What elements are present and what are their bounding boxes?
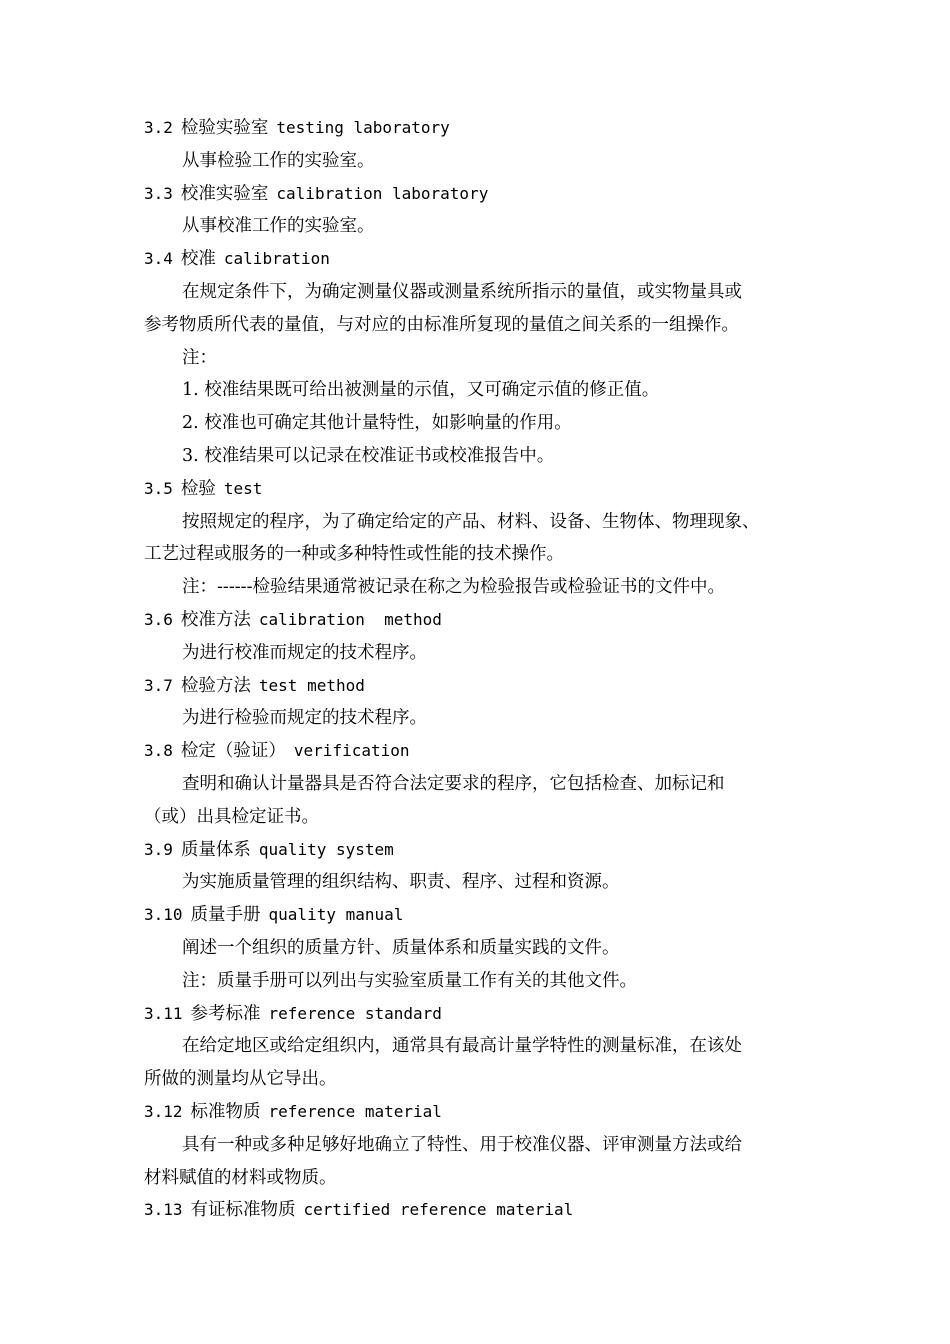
term-number: 3.5 [144, 478, 173, 498]
paragraph-continuation: 所做的测量均从它导出。 [144, 1069, 337, 1090]
term-english: testing laboratory [276, 118, 450, 137]
term-number: 3.2 [144, 118, 173, 137]
term-heading [144, 473, 814, 506]
term-chinese: 检定（验证） [180, 741, 286, 762]
term-chinese: 标准物质 [190, 1101, 261, 1122]
term-chinese: 校准方法 [180, 609, 251, 630]
term-chinese: 质量体系 [180, 839, 251, 860]
term-chinese: 质量手册 [190, 905, 261, 926]
paragraph-line: 注： [182, 347, 217, 368]
paragraph-line: 从事校准工作的实验室。 [182, 216, 375, 237]
paragraph-line: 在规定条件下，为确定测量仪器或测量系统所指示的量值，或实物量具或 [182, 281, 742, 302]
paragraph-line: 为进行校准而规定的技术程序。 [182, 642, 427, 663]
term-english: calibration method [258, 609, 442, 629]
term-chinese: 检验方法 [180, 675, 251, 696]
paragraph-line: 阐述一个组织的质量方针、质量体系和质量实践的文件。 [182, 937, 620, 958]
term-heading [144, 178, 814, 211]
term-number: 3.11 [144, 1003, 183, 1023]
term-chinese: 检验 [180, 478, 216, 499]
paragraph-continuation: 工艺过程或服务的一种或多种特性或性能的技术操作。 [144, 544, 564, 565]
paragraph-line: 查明和确认计量器具是否符合法定要求的程序，它包括检查、加标记和 [182, 773, 725, 794]
term-number: 3.10 [144, 905, 183, 925]
paragraph-continuation: 材料赋值的材料或物质。 [144, 1167, 337, 1188]
term-english: test method [258, 675, 365, 695]
term-english: certified reference material [303, 1200, 574, 1220]
term-heading [144, 899, 814, 932]
term-english: quality system [258, 839, 394, 859]
paragraph-line: 为实施质量管理的组织结构、职责、程序、过程和资源。 [182, 872, 620, 893]
paragraph-continuation: （或）出具检定证书。 [144, 806, 319, 827]
term-heading [144, 1194, 814, 1227]
term-chinese: 校准实验室 [180, 183, 269, 204]
paragraph-line: 在给定地区或给定组织内，通常具有最高计量学特性的测量标准，在该处 [182, 1036, 742, 1057]
term-heading [144, 834, 814, 867]
term-english: quality manual [268, 905, 404, 925]
term-number: 3.3 [144, 183, 173, 203]
term-chinese: 检验实验室 [180, 118, 269, 138]
term-english: calibration laboratory [276, 183, 489, 203]
term-number: 3.12 [144, 1101, 183, 1121]
term-english: verification [293, 741, 410, 761]
term-number: 3.7 [144, 675, 173, 695]
term-heading [144, 604, 814, 637]
paragraph-line: 2. 校准也可确定其他计量特性，如影响量的作用。 [182, 413, 572, 434]
term-heading [144, 112, 814, 145]
term-number: 3.13 [144, 1200, 183, 1220]
paragraph-line: 3. 校准结果可以记录在校准证书或校准报告中。 [182, 445, 555, 466]
paragraph-continuation: 参考物质所代表的量值，与对应的由标准所复现的量值之间关系的一组操作。 [144, 314, 739, 335]
paragraph-line: 从事检验工作的实验室。 [182, 150, 375, 171]
paragraph-line: 1. 校准结果既可给出被测量的示值，又可确定示值的修正值。 [182, 380, 660, 401]
term-english: reference standard [268, 1003, 442, 1023]
term-number: 3.4 [144, 249, 173, 269]
document-body [144, 112, 814, 1227]
paragraph-line: 按照规定的程序，为了确定给定的产品、材料、设备、生物体、物理现象、 [182, 511, 760, 532]
term-english: test [223, 478, 263, 498]
paragraph-line: 为进行检验而规定的技术程序。 [182, 708, 427, 729]
term-heading [144, 670, 814, 703]
term-number: 3.9 [144, 839, 173, 859]
term-number: 3.6 [144, 609, 173, 629]
paragraph-line: 注：------检验结果通常被记录在称之为检验报告或检验证书的文件中。 [182, 577, 725, 598]
term-english: calibration [223, 249, 330, 269]
term-number: 3.8 [144, 741, 173, 761]
term-chinese: 参考标准 [190, 1003, 261, 1024]
term-english: reference material [268, 1101, 442, 1121]
term-chinese: 有证标准物质 [190, 1200, 296, 1221]
term-heading [144, 735, 814, 768]
term-heading [144, 1096, 814, 1129]
term-heading [144, 998, 814, 1031]
term-chinese: 校准 [180, 249, 216, 270]
term-heading [144, 243, 814, 276]
paragraph-line: 注：质量手册可以列出与实验室质量工作有关的其他文件。 [182, 970, 637, 991]
paragraph-line: 具有一种或多种足够好地确立了特性、用于校准仪器、评审测量方法或给 [182, 1134, 742, 1155]
